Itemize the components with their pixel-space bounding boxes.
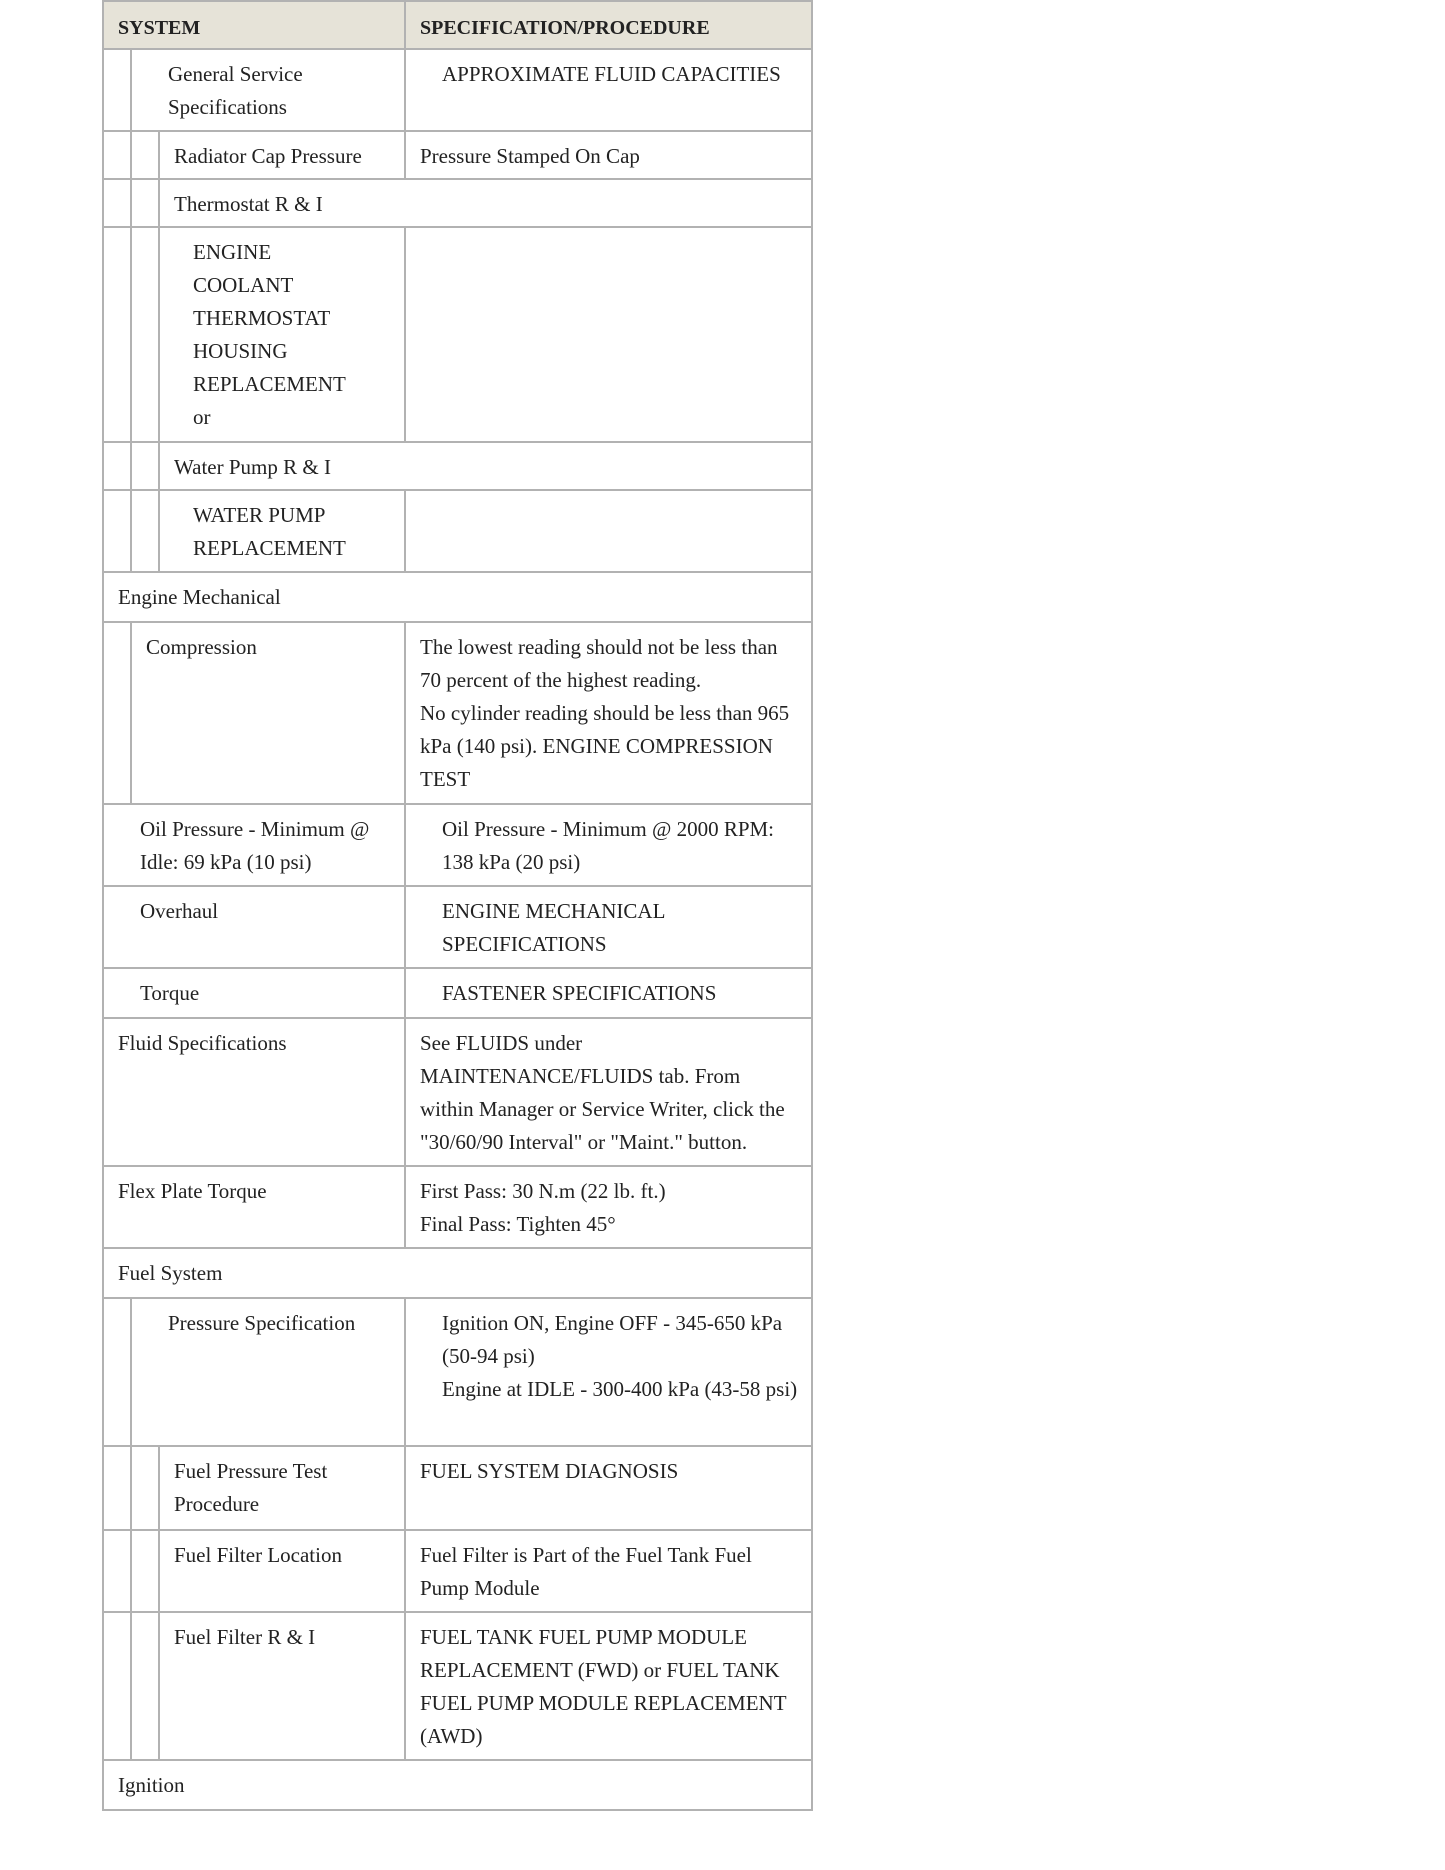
- table-row-engine-mechanical: [102, 573, 813, 623]
- table-header: [102, 0, 813, 50]
- system-cell: Compression: [132, 623, 406, 803]
- spec-link[interactable]: FASTENER SPECIFICATIONS: [442, 981, 717, 1005]
- indent-guide: [104, 180, 132, 226]
- table-row-radiator-cap: [102, 132, 813, 180]
- spec-link[interactable]: FUEL TANK FUEL PUMP MODULE REPLACEMENT (FWD) or FUEL TANK FUEL PUMP MODULE REPLACEMENT (AWD): [420, 1625, 787, 1748]
- table-row-fluid-specifications: [102, 1019, 813, 1167]
- spec-cell: [406, 491, 811, 571]
- indent-guide: [132, 491, 160, 571]
- indent-guides: [104, 228, 160, 441]
- indent-guide: [132, 1531, 160, 1611]
- indent-guides: [104, 491, 160, 571]
- section-heading: Ignition: [118, 1773, 185, 1797]
- section-heading: Thermostat R & I: [174, 192, 323, 216]
- table-row-fuel-filter-location: [102, 1531, 813, 1613]
- system-cell: Pressure Specification: [132, 1299, 406, 1445]
- indent-guides: [104, 1447, 160, 1529]
- spec-cell: [406, 228, 811, 441]
- procedure-link[interactable]: ENGINE COOLANT THERMOSTAT HOUSING REPLACEMENT or: [160, 228, 406, 441]
- table-row-fuel-pressure-test: [102, 1447, 813, 1531]
- table-row-ignition: [102, 1761, 813, 1811]
- indent-guides: [104, 1531, 160, 1611]
- system-cell: General Service Specifications: [132, 50, 406, 130]
- system-cell: Fuel Pressure Test Procedure: [160, 1447, 406, 1529]
- indent-guide: [104, 50, 132, 130]
- table-row-torque: [102, 969, 813, 1019]
- section-heading: Engine Mechanical: [118, 585, 281, 609]
- section-heading: Fuel System: [118, 1261, 223, 1285]
- spec-cell: Fuel Filter is Part of the Fuel Tank Fuel Pump Module: [420, 1543, 752, 1600]
- indent-guide: [104, 491, 132, 571]
- indent-guide: [104, 228, 132, 441]
- system-cell: Oil Pressure - Minimum @ Idle: 69 kPa (10 psi): [104, 805, 406, 885]
- table-row-water-pump: [102, 443, 813, 491]
- spec-cell: See FLUIDS under MAINTENANCE/FLUIDS tab. From within Manager or Service Writer, click the "30/60/90 Interval" or "Maint." button.: [420, 1031, 785, 1154]
- procedure-link[interactable]: WATER PUMP REPLACEMENT: [160, 491, 406, 571]
- indent-guide: [132, 1613, 160, 1759]
- table-row-oil-pressure: [102, 805, 813, 887]
- header-system: SYSTEM: [104, 2, 406, 48]
- spec-cell: Pressure Stamped On Cap: [420, 144, 640, 168]
- system-cell: Radiator Cap Pressure: [160, 132, 406, 178]
- table-row-thermostat-procedure: [102, 228, 813, 443]
- indent-guide: [104, 1613, 132, 1759]
- table-row-fuel-system: [102, 1249, 813, 1299]
- indent-guides: [104, 1613, 160, 1759]
- indent-guide: [104, 132, 132, 178]
- spec-cell: Ignition ON, Engine OFF - 345-650 kPa (50-94 psi) Engine at IDLE - 300-400 kPa (43-58 psi): [442, 1311, 798, 1401]
- spec-link[interactable]: APPROXIMATE FLUID CAPACITIES: [442, 62, 781, 86]
- indent-guide: [132, 1447, 160, 1529]
- indent-guide: [104, 1531, 132, 1611]
- indent-guides: [104, 1299, 132, 1445]
- indent-guide: [132, 228, 160, 441]
- indent-guide: [104, 623, 132, 803]
- table-row-pressure-specification: [102, 1299, 813, 1447]
- indent-guide: [104, 1299, 132, 1445]
- spec-link[interactable]: ENGINE MECHANICAL SPECIFICATIONS: [442, 899, 666, 956]
- header-specification: SPECIFICATION/PROCEDURE: [420, 17, 710, 39]
- system-cell: Torque: [104, 969, 406, 1017]
- indent-guide: [104, 443, 132, 489]
- indent-guides: [104, 443, 160, 489]
- system-cell: Fluid Specifications: [104, 1019, 406, 1165]
- system-cell: Flex Plate Torque: [104, 1167, 406, 1247]
- indent-guides: [104, 50, 132, 130]
- table-row-overhaul: [102, 887, 813, 969]
- indent-guide: [132, 180, 160, 226]
- table-row-flex-plate-torque: [102, 1167, 813, 1249]
- spec-cell: Oil Pressure - Minimum @ 2000 RPM: 138 kPa (20 psi): [442, 817, 775, 874]
- spec-cell: First Pass: 30 N.m (22 lb. ft.) Final Pass: Tighten 45°: [420, 1179, 666, 1236]
- specification-table: [102, 0, 813, 1811]
- system-cell: Overhaul: [104, 887, 406, 967]
- table-row-fuel-filter-ri: [102, 1613, 813, 1761]
- table-row-general-service: [102, 50, 813, 132]
- indent-guide: [104, 1447, 132, 1529]
- spec-link[interactable]: FUEL SYSTEM DIAGNOSIS: [420, 1459, 679, 1483]
- indent-guides: [104, 180, 160, 226]
- table-row-compression: [102, 623, 813, 805]
- section-heading: Water Pump R & I: [174, 455, 331, 479]
- spec-link[interactable]: The lowest reading should not be less than 70 percent of the highest reading. No cylinder reading should be less than 965 kPa (140 psi). ENGINE COMPRESSION TEST: [420, 635, 790, 791]
- indent-guide: [132, 132, 160, 178]
- system-cell: Fuel Filter R & I: [160, 1613, 406, 1759]
- indent-guides: [104, 623, 132, 803]
- table-row-water-pump-procedure: [102, 491, 813, 573]
- system-cell: Fuel Filter Location: [160, 1531, 406, 1611]
- indent-guides: [104, 132, 160, 178]
- table-row-thermostat: [102, 180, 813, 228]
- indent-guide: [132, 443, 160, 489]
